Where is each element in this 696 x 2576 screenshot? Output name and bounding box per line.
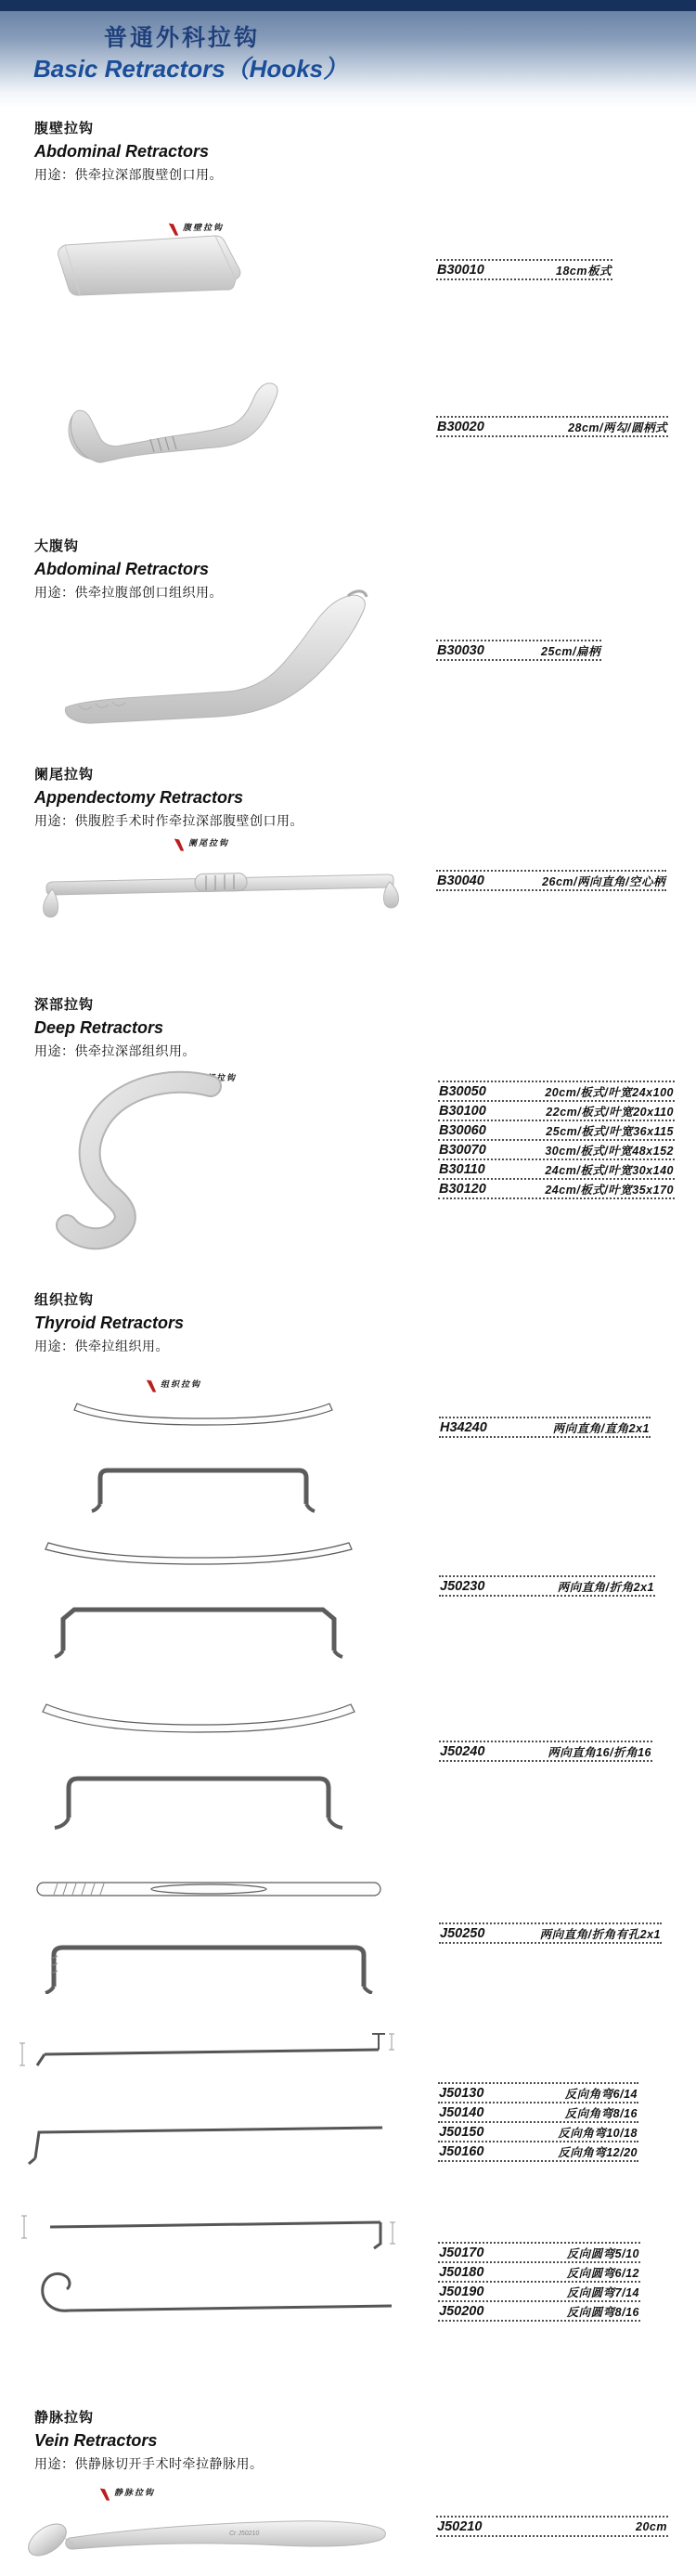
product-code: J50160	[439, 2143, 484, 2159]
round-hook-line-drawing	[9, 2194, 416, 2339]
product-code: B30060	[439, 1122, 486, 1138]
page-title-zh: 普通外科拉钩	[104, 25, 261, 51]
j50240-drawing	[35, 1693, 362, 1830]
callout-label: 腹壁拉钩	[183, 223, 225, 232]
product-spec: 25cm/扁柄	[541, 644, 600, 658]
b30040-photo	[28, 847, 413, 932]
product-table-j50250	[439, 1922, 662, 1944]
appendectomy-retractor-illustration	[28, 847, 413, 932]
product-code: J50150	[439, 2124, 484, 2140]
product-spec: 22cm/板式/叶宽20x110	[546, 1105, 674, 1119]
product-code: B30100	[439, 1103, 486, 1119]
product-row	[438, 2242, 640, 2261]
product-code: J50190	[439, 2284, 484, 2299]
section-title-en: Abdominal Retractors	[34, 142, 210, 161]
product-code: J50170	[439, 2245, 484, 2260]
product-row	[439, 1922, 662, 1942]
product-spec: 28cm/两勾/圆柄式	[568, 421, 667, 434]
product-row	[439, 1741, 652, 1760]
angled-hook-line-drawing	[9, 2026, 410, 2168]
product-spec: 20cm/板式/叶宽24x100	[545, 1085, 674, 1099]
callout-label: 深部拉钩	[196, 1073, 238, 1082]
large-hook-illustration	[51, 585, 404, 738]
section-title-zh: 阑尾拉钩	[34, 767, 95, 783]
product-row	[438, 2082, 638, 2102]
section-header-vein	[34, 2407, 264, 2473]
section-header-deep	[34, 994, 196, 1060]
product-code: B30010	[437, 262, 484, 278]
product-row	[438, 2281, 640, 2300]
section-usage: 用途：供牵拉深部组织用。	[34, 1043, 196, 1058]
section-usage: 用途：供牵拉深部腹壁创口用。	[34, 167, 223, 182]
product-code: J50130	[439, 2085, 484, 2101]
product-row	[436, 259, 612, 278]
section-title-zh: 腹壁拉钩	[34, 121, 95, 136]
page-title-en: Basic Retractors（Hooks）	[33, 55, 348, 83]
section-title-en: Appendectomy Retractors	[34, 788, 244, 807]
product-code: B30030	[437, 642, 484, 658]
j50210-photo	[14, 2495, 396, 2571]
product-code: B30110	[439, 1161, 485, 1177]
product-code: B30050	[439, 1083, 486, 1099]
section-header-appendectomy	[34, 764, 303, 830]
section-title-en: Vein Retractors	[34, 2431, 158, 2450]
b30030-photo	[51, 585, 404, 738]
product-code: J50200	[439, 2303, 484, 2319]
product-code: J50210	[437, 2518, 483, 2534]
j50230-drawing	[35, 1528, 362, 1660]
product-spec: 两向直角/折角2x1	[557, 1580, 654, 1594]
product-table-b30010	[436, 259, 612, 280]
product-spec: 25cm/板式/叶宽36x115	[546, 1124, 674, 1138]
product-spec: 两向直角/直角2x1	[552, 1421, 650, 1435]
section-title-zh: 组织拉钩	[34, 1292, 95, 1308]
product-row	[438, 2121, 638, 2141]
section-title-zh: 大腹钩	[34, 538, 80, 554]
product-code: J50180	[439, 2264, 484, 2280]
j50170-group-drawing	[9, 2194, 416, 2339]
deep-retractor-photo	[20, 1066, 248, 1251]
product-row	[438, 1139, 675, 1159]
product-spec: 反向角弯6/14	[564, 2087, 638, 2101]
product-table-j50240	[439, 1741, 652, 1762]
product-row	[438, 2141, 638, 2160]
tissue-retractor-line-drawing	[63, 1391, 343, 1513]
product-table-b30030	[436, 640, 601, 661]
product-spec: 30cm/板式/叶宽48x152	[545, 1144, 674, 1158]
product-table-j50170-group	[438, 2242, 640, 2322]
product-code: J50230	[440, 1578, 485, 1594]
callout-label: 静脉拉钩	[114, 2488, 156, 2497]
product-row	[439, 1417, 651, 1436]
product-row	[436, 640, 601, 659]
product-spec: 18cm板式	[556, 264, 612, 278]
product-code: B30040	[437, 873, 484, 888]
product-table-j50210	[436, 2516, 668, 2537]
product-table-j50130-group	[438, 2082, 638, 2162]
product-table-b30040	[436, 870, 666, 891]
product-spec: 反向角弯10/18	[558, 2126, 638, 2140]
vein-retractor-illustration	[14, 2495, 396, 2571]
product-spec: 26cm/两向直角/空心柄	[542, 874, 665, 888]
double-ended-retractor-illustration	[46, 345, 286, 501]
section-header-thyroid	[34, 1289, 184, 1355]
callout-label: 组织拉钩	[161, 1379, 202, 1389]
section-title-en: Deep Retractors	[34, 1018, 164, 1037]
product-row	[438, 2300, 640, 2320]
j50250-drawing	[24, 1862, 393, 1994]
section-usage: 用途：供静脉切开手术时牵拉静脉用。	[34, 2456, 264, 2471]
product-spec: 24cm/板式/叶宽35x170	[545, 1183, 674, 1197]
product-table-deep	[438, 1081, 675, 1199]
product-code: J50140	[439, 2104, 484, 2120]
product-code: J50240	[440, 1743, 485, 1759]
tissue-retractor-line-drawing	[35, 1693, 362, 1830]
section-title-en: Abdominal Retractors	[34, 560, 210, 578]
product-table-h34240	[439, 1417, 651, 1438]
product-code: J50250	[440, 1925, 485, 1941]
product-code: B30120	[439, 1181, 486, 1197]
section-usage: 用途：供腹腔手术时作牵拉深部腹壁创口用。	[34, 813, 303, 828]
deep-retractor-illustration	[20, 1066, 248, 1251]
product-spec: 反向圆弯8/16	[566, 2305, 639, 2319]
product-row	[438, 1081, 675, 1100]
product-code: B30070	[439, 1142, 486, 1158]
product-row	[438, 1178, 675, 1197]
section-usage: 用途：供牵拉组织用。	[34, 1339, 169, 1353]
product-spec: 两向直角/折角有孔2x1	[539, 1927, 661, 1941]
product-row	[438, 2261, 640, 2281]
product-spec: 20cm	[636, 2519, 667, 2533]
plate-retractor-illustration	[52, 228, 251, 310]
section-usage: 用途：供牵拉腹部创口组织用。	[34, 585, 223, 600]
product-row	[438, 1100, 675, 1120]
tissue-retractor-slotted-line-drawing	[24, 1862, 393, 1994]
b30020-photo	[46, 345, 286, 501]
h34240-drawing	[63, 1391, 343, 1513]
b30010-photo	[52, 228, 251, 310]
product-row	[438, 2102, 638, 2121]
product-spec: 反向圆弯5/10	[566, 2246, 639, 2260]
j50130-group-drawing	[9, 2026, 410, 2168]
section-header-abdominal-wall	[34, 118, 223, 184]
blade-engraving: Cr J50210	[229, 2531, 260, 2537]
product-code: B30020	[437, 419, 484, 434]
product-spec: 反向圆弯6/12	[566, 2266, 639, 2280]
product-row	[436, 2516, 668, 2535]
product-table-j50230	[439, 1575, 655, 1597]
product-row	[436, 416, 668, 435]
product-row	[436, 870, 666, 889]
product-spec: 反向角弯8/16	[564, 2106, 638, 2120]
section-title-zh: 静脉拉钩	[34, 2410, 95, 2426]
callout-label: 阑尾拉钩	[188, 838, 230, 848]
product-table-b30020	[436, 416, 668, 437]
tissue-retractor-line-drawing	[35, 1528, 362, 1660]
product-spec: 反向圆弯7/14	[566, 2285, 639, 2299]
product-spec: 24cm/板式/叶宽30x140	[545, 1163, 674, 1177]
section-title-en: Thyroid Retractors	[34, 1314, 185, 1332]
header-navy-bar	[0, 0, 696, 11]
product-code: H34240	[440, 1419, 487, 1435]
product-row	[438, 1159, 675, 1178]
product-row	[438, 1120, 675, 1139]
product-spec: 反向角弯12/20	[558, 2145, 638, 2159]
product-row	[439, 1575, 655, 1595]
section-title-zh: 深部拉钩	[34, 997, 95, 1013]
product-spec: 两向直角16/折角16	[548, 1745, 651, 1759]
